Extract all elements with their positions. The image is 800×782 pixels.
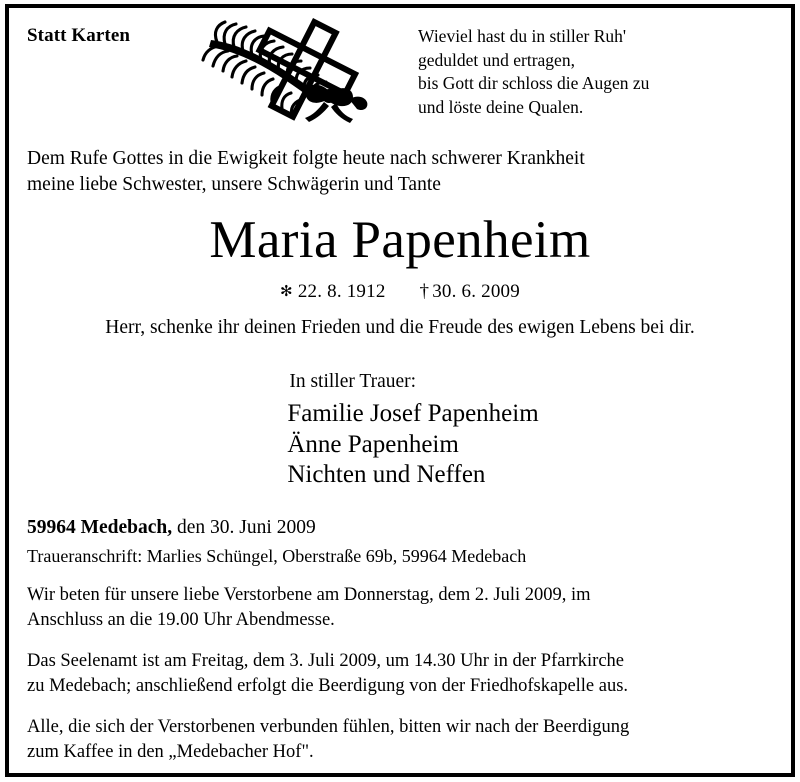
reception-paragraph: [27, 715, 773, 765]
mourners-list: [287, 399, 538, 491]
reception-line-1: Alle, die sich der Verstorbenen verbunden fühlen, bitten wir nach der Beerdigung: [27, 716, 630, 737]
intro-text: [27, 146, 773, 198]
reception-line-2: zum Kaffee in den „Medebacher Hof".: [27, 741, 314, 762]
prayer-paragraph: [27, 583, 773, 633]
memorial-verse: [412, 14, 773, 119]
condolence-address: Traueranschrift: Marlies Schüngel, Oberstraße 69b, 59964 Medebach: [27, 545, 527, 566]
requiem-paragraph: [27, 649, 773, 699]
verse-line-1: Wieviel hast du in stiller Ruh': [418, 26, 627, 46]
death-date: 30. 6. 2009: [432, 281, 520, 302]
prayer-line-1: Wir beten für unsere liebe Verstorbene am Donnerstag, dem 2. Juli 2009, im: [27, 584, 591, 605]
requiem-line-2: zu Medebach; anschließend erfolgt die Beerdigung von der Friedhofskapelle aus.: [27, 675, 629, 696]
mourners-block: [287, 369, 538, 491]
birth-date: 22. 8. 1912: [297, 281, 386, 302]
deceased-name: Maria Papenheim: [209, 211, 591, 269]
verse-line-4: und löste deine Qualen.: [418, 96, 584, 117]
list-item: Familie Josef Papenheim: [287, 400, 539, 427]
verse-line-3: bis Gott dir schloss die Augen zu: [418, 73, 650, 93]
intro-line-2: meine liebe Schwester, unsere Schwägerin und Tante: [27, 174, 441, 195]
list-item: Änne Papenheim: [287, 430, 459, 458]
intro-line-1: Dem Rufe Gottes in die Ewigkeit folgte heute nach schwerer Krankheit: [27, 148, 585, 169]
cross-with-palm-frond-icon: [197, 14, 412, 124]
notice-date: den 30. Juni 2009: [172, 516, 316, 538]
mourners-title: In stiller Trauer:: [289, 371, 417, 392]
death-cross-icon: †: [419, 281, 430, 302]
list-item: Nichten und Neffen: [287, 461, 486, 488]
life-dates: [27, 281, 773, 303]
mourners-section: [27, 369, 773, 491]
prayer-line-2: Anschluss an die 19.00 Uhr Abendmesse.: [27, 609, 335, 630]
blessing-text: Herr, schenke ihr deinen Frieden und die Freude des ewigen Lebens bei dir.: [105, 317, 695, 338]
verse-line-2: geduldet und ertragen,: [418, 49, 575, 70]
statt-karten-heading: Statt Karten: [27, 25, 131, 46]
place-and-date-line: [27, 517, 773, 539]
notice-header: [27, 14, 773, 126]
notice-content: [9, 8, 791, 773]
place-name: 59964 Medebach,: [27, 516, 173, 538]
requiem-line-1: Das Seelenamt ist am Freitag, dem 3. Juli 2009, um 14.30 Uhr in der Pfarrkirche: [27, 650, 625, 671]
birth-star-icon: ✻: [280, 284, 293, 300]
